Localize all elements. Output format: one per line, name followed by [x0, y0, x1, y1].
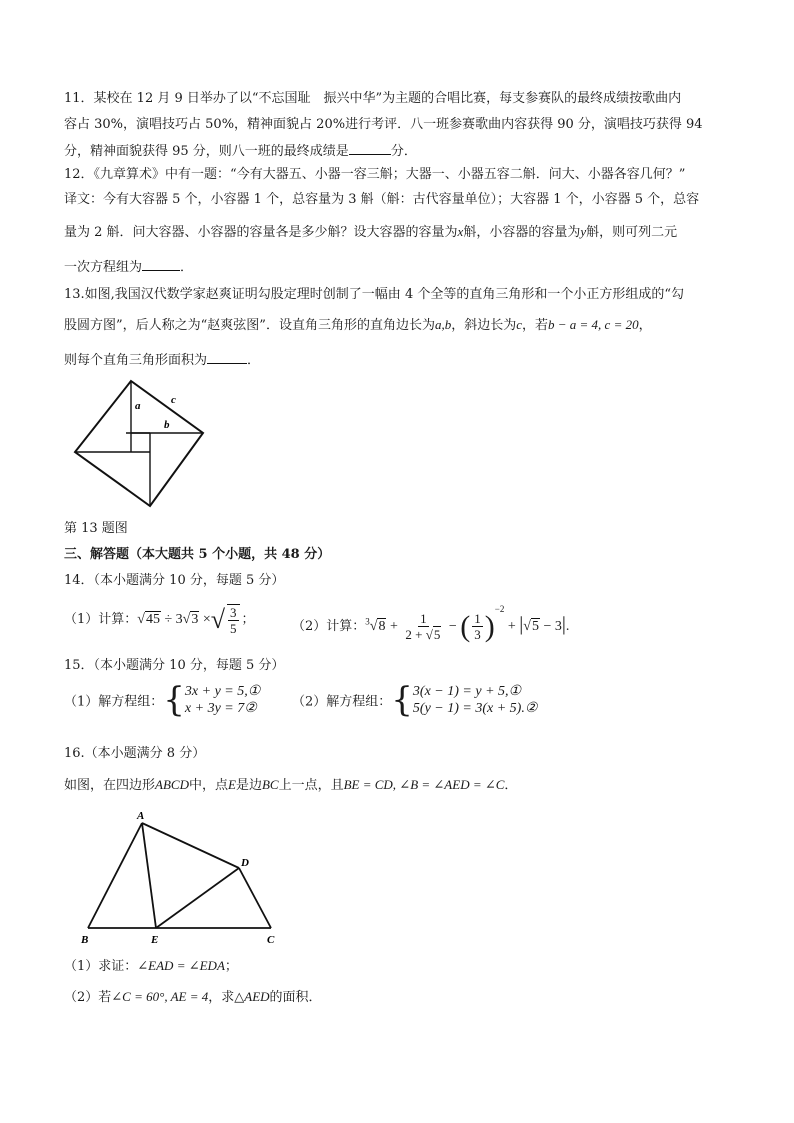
q14-part-2: （2）计算：$^3$√8 + $\frac{1}{2 + √5}$ − ( $\frac{1}{3}$ )$^{-2}$ + |√5 − 3|. — [292, 604, 570, 643]
num: 1 — [474, 611, 481, 627]
q11-text: 分，精神面貌获得 95 分，则八一班的最终成绩是 — [64, 144, 349, 159]
q16-part-2 — [64, 988, 322, 1007]
q16-header: 16.（本小题满分 8 分） — [64, 746, 206, 761]
q15-part-2: （2）解方程组：{ 3(x − 1) = y + 5,① 5(y − 1) = 3(x + 5).② — [292, 680, 538, 720]
q11-line-1: 11．某校在 12 月 9 日举办了以“不忘国耻 振兴中华”为主题的合唱比赛，每支参赛队的最终成绩按歌曲内 — [64, 91, 682, 106]
p1-math: ∠EAD = ∠EDA — [137, 958, 225, 973]
q12-text-end: 斛，则可列二元 — [586, 225, 678, 240]
q16-condition: BE = CD, ∠B = ∠AED = ∠C — [343, 777, 505, 792]
den: 5 — [230, 621, 237, 636]
q15-p1-label: （1）解方程组： — [64, 694, 164, 710]
cube-index: 3 — [365, 616, 370, 627]
den-sqrt: 5 — [433, 627, 441, 643]
side-cd — [239, 868, 271, 928]
abs-sqrt: 5 — [531, 619, 539, 634]
p2-end: 的面积． — [269, 990, 322, 1005]
var-bc: BC — [261, 777, 279, 792]
q13-line-2 — [64, 316, 652, 335]
op-mul: × — [199, 612, 211, 628]
zhao-shuang-figure — [70, 378, 210, 510]
op-div: ÷ 3 — [160, 612, 183, 628]
q13-text-end: ， — [638, 318, 652, 333]
eq-2: 5(y − 1) = 3(x + 5).② — [412, 701, 538, 716]
segment-ed — [156, 868, 239, 928]
label-C: C — [267, 934, 275, 946]
q12-text-end: ． — [180, 260, 194, 275]
answer-blank — [142, 258, 180, 271]
num: 3 — [230, 605, 237, 620]
exponent: −2 — [494, 604, 505, 614]
p2-triangle: △AED — [234, 989, 270, 1004]
stem-text: 如图，在四边形 — [64, 778, 156, 793]
label-A: A — [137, 810, 145, 822]
q12-line-1: 12．《九章算术》中有一题：“今有大器五、小器一容三斛；大器一、小器五容二斛．问大、小器各容几何？” — [64, 167, 686, 182]
label-D: D — [241, 857, 249, 869]
op-plus-2: + — [504, 619, 520, 634]
label-b: b — [164, 419, 170, 431]
stem-text-2: 中，点 — [188, 778, 228, 793]
q12-line-4 — [64, 258, 193, 277]
var-ab: a,b — [434, 317, 452, 332]
q15-header: 15．（本小题满分 10 分，每题 5 分） — [64, 658, 285, 673]
abs-tail: − 3 — [539, 619, 562, 634]
sqrt-3: 3 — [191, 612, 199, 628]
p2-text-mid: ，求 — [208, 990, 235, 1005]
q16-stem — [64, 776, 517, 795]
den: 2 + √5 — [405, 627, 441, 643]
eq-2: x + 3y = 7② — [184, 701, 257, 716]
q13-text: 则每个直角三角形面积为 — [64, 353, 208, 368]
answer-blank — [349, 142, 391, 155]
q13-text-mid2: ，若 — [522, 318, 549, 333]
q12-text: 量为 2 斛．问大容器、小容器的容量各是多少斛？设大容器的容量为 — [64, 225, 458, 240]
stem-text-4: 上一点，且 — [278, 778, 344, 793]
p2-text: （2）若 — [64, 990, 112, 1005]
q16-part-1 — [64, 957, 238, 976]
p1-end: ； — [224, 959, 238, 974]
eq-1: 3x + y = 5,① — [184, 684, 261, 699]
var-c: c — [516, 317, 522, 332]
q14-header: 14．（本小题满分 10 分，每题 5 分） — [64, 573, 285, 588]
label-c: c — [171, 394, 176, 406]
end: . — [565, 619, 570, 634]
stem-end: ． — [504, 778, 518, 793]
p2-math: ∠C = 60°, AE = 4 — [111, 989, 209, 1004]
q12-line-2: 译文：今有大容器 5 个，小容器 1 个，总容量为 3 斛（斛：古代容量单位）；大容器 1 个，小容器 5 个，总容 — [64, 192, 700, 207]
q14-part-1: （1）计算：√45 ÷ 3√3 ×√ $\frac{3}{5}$ ； — [64, 605, 255, 636]
q11-line-3 — [64, 142, 417, 161]
stem-text-3: 是边 — [235, 778, 262, 793]
num: 1 — [420, 611, 427, 627]
q13-line-3 — [64, 351, 260, 370]
var-e: E — [227, 777, 236, 792]
q14-p2-label: （2）计算： — [292, 619, 366, 634]
var-x: x — [457, 224, 464, 239]
side-ab — [88, 823, 142, 928]
system-2 — [413, 683, 537, 717]
frac-1-3 — [472, 611, 483, 642]
q13-line-1: 13.如图,我国汉代数学家赵爽证明勾股定理时创制了一幅由 4 个全等的直角三角形和一个小正方形组成的“勾 — [64, 287, 684, 302]
op-plus: + — [386, 619, 402, 634]
q14-p1-label: （1）计算： — [64, 612, 138, 628]
section-title: 三、解答题（本大题共 5 个小题，共 48 分） — [64, 547, 331, 562]
sqrt-45: 45 — [145, 612, 160, 628]
frac-1-over-2-plus-sqrt5 — [403, 611, 443, 642]
var-abcd: ABCD — [155, 777, 189, 792]
eq-1: 3(x − 1) = y + 5,① — [412, 684, 522, 699]
den: 3 — [474, 627, 481, 643]
end: ； — [241, 612, 255, 628]
system-1 — [185, 683, 260, 717]
cbrt-8: 8 — [378, 619, 386, 634]
label-B: B — [81, 934, 89, 946]
figure-13-caption: 第 13 题图 — [64, 521, 128, 536]
op-minus: − — [445, 619, 461, 634]
p1-text: （1）求证： — [64, 959, 138, 974]
label-E: E — [151, 934, 159, 946]
q13-text: 股圆方图”，后人称之为“赵爽弦图”．设直角三角形的直角边长为 — [64, 318, 435, 333]
q13-text-mid: ，斜边长为 — [451, 318, 517, 333]
q13-text-end: ． — [247, 353, 261, 368]
side-da — [142, 823, 239, 868]
q13-condition: b − a = 4, c = 20 — [548, 317, 639, 332]
q12-line-3 — [64, 223, 677, 242]
q11-line-2: 容占 30%，演唱技巧占 50%，精神面貌占 20%进行考评．八一班参赛歌曲内容获得 90 分，演唱技巧获得 94 — [64, 117, 703, 132]
q11-text-end: 分． — [390, 144, 417, 159]
q12-text: 一次方程组为 — [64, 260, 143, 275]
label-a: a — [135, 400, 141, 412]
den-pre: 2 + — [405, 627, 426, 643]
var-y: y — [580, 224, 587, 239]
quadrilateral-figure — [78, 808, 288, 950]
segment-ae — [142, 823, 156, 928]
q12-text-mid: 斛，小容器的容量为 — [463, 225, 581, 240]
frac-3-5 — [227, 604, 240, 636]
answer-blank — [207, 351, 247, 364]
q15-p2-label: （2）解方程组： — [292, 694, 392, 710]
q15-part-1: （1）解方程组：{ 3x + y = 5,① x + 3y = 7② — [64, 680, 261, 720]
